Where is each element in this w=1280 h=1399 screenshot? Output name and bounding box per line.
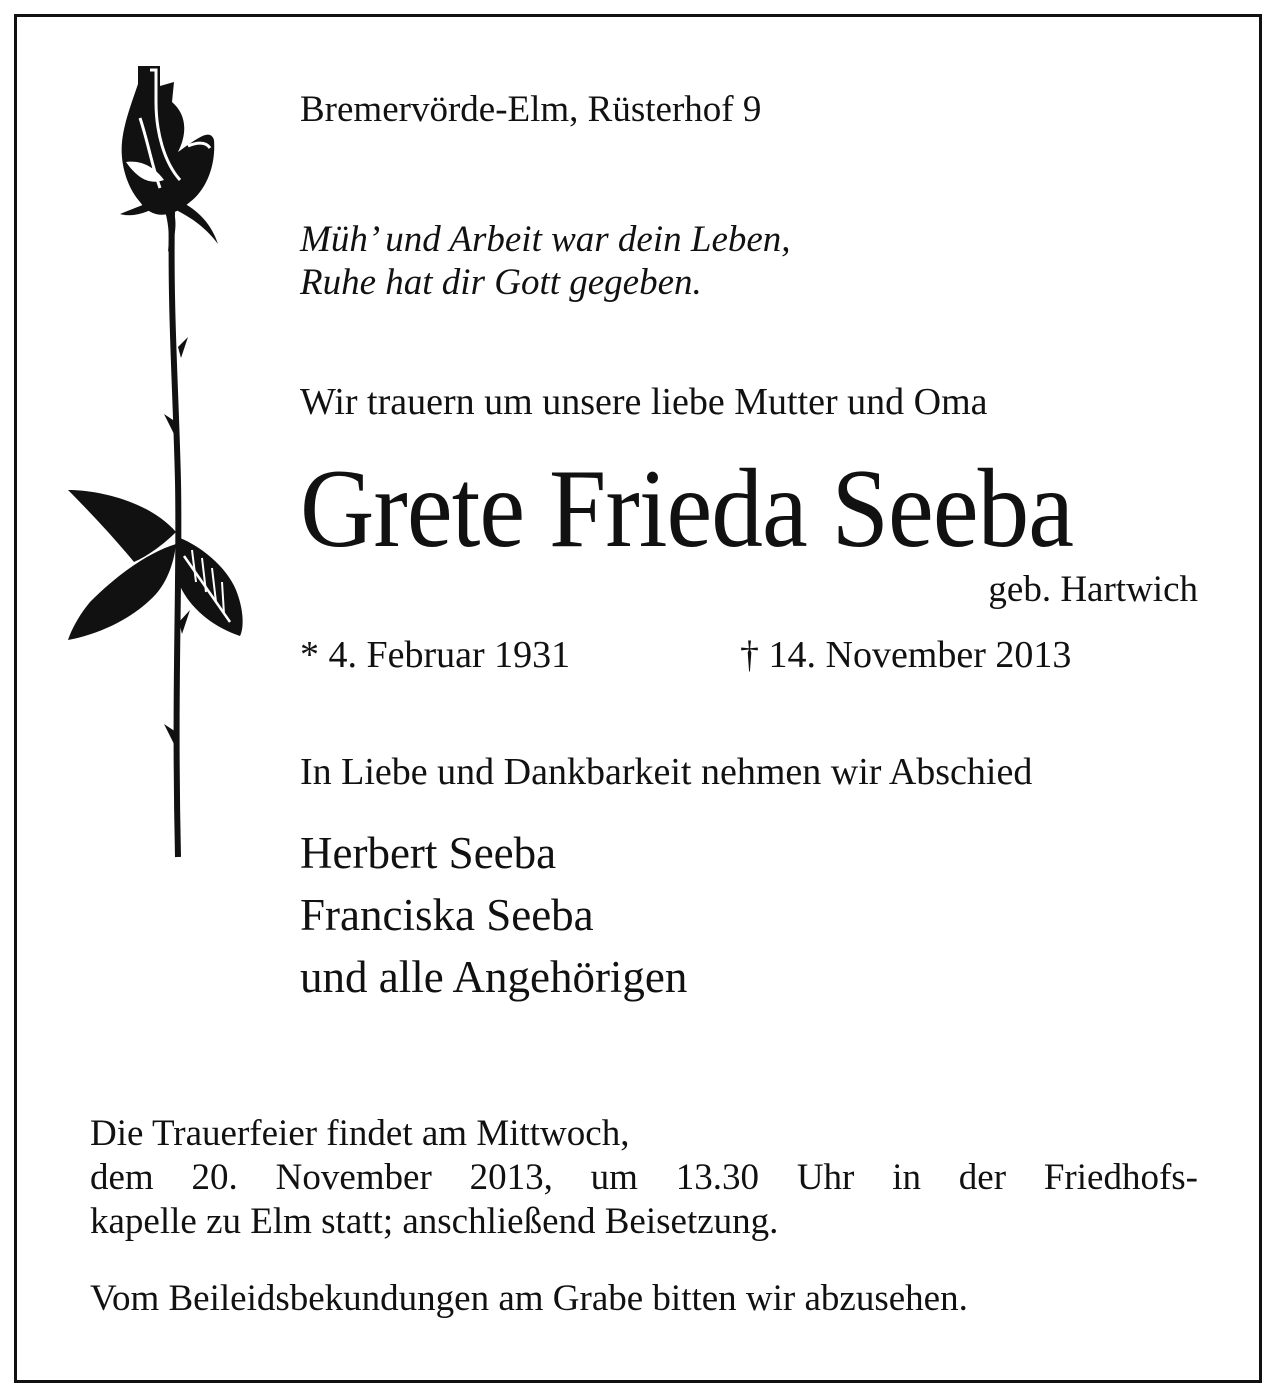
- condolence-note: Vom Beileidsbekundungen am Grabe bitten wir abzusehen.: [90, 1278, 968, 1319]
- verse-line: Ruhe hat dir Gott gegeben.: [300, 262, 702, 303]
- service-details: [90, 1112, 1198, 1244]
- rose-icon: [60, 62, 250, 862]
- death-date: † 14. November 2013: [740, 634, 1072, 676]
- mourner-name: und alle Angehörigen: [300, 952, 688, 1002]
- mourner-name: Herbert Seeba: [300, 828, 557, 878]
- verse: [300, 218, 791, 304]
- address: Bremervörde-Elm, Rüsterhof 9: [300, 89, 762, 130]
- verse-line: Müh’ und Arbeit war dein Leben,: [300, 219, 791, 260]
- deceased-name: Grete Frieda Seeba: [300, 447, 1074, 571]
- service-line: dem 20. November 2013, um 13.30 Uhr in der Friedhofs-: [90, 1157, 1198, 1198]
- mourner-name: Franciska Seeba: [300, 890, 594, 940]
- intro-text: Wir trauern um unsere liebe Mutter und Oma: [300, 381, 988, 423]
- service-line: Die Trauerfeier findet am Mittwoch,: [90, 1113, 630, 1154]
- birth-date: * 4. Februar 1931: [300, 634, 571, 676]
- mourners-list: [300, 822, 687, 1008]
- farewell-text: In Liebe und Dankbarkeit nehmen wir Abschied: [300, 751, 1033, 793]
- maiden-name: geb. Hartwich: [988, 569, 1198, 610]
- service-line: kapelle zu Elm statt; anschließend Beisetzung.: [90, 1201, 779, 1242]
